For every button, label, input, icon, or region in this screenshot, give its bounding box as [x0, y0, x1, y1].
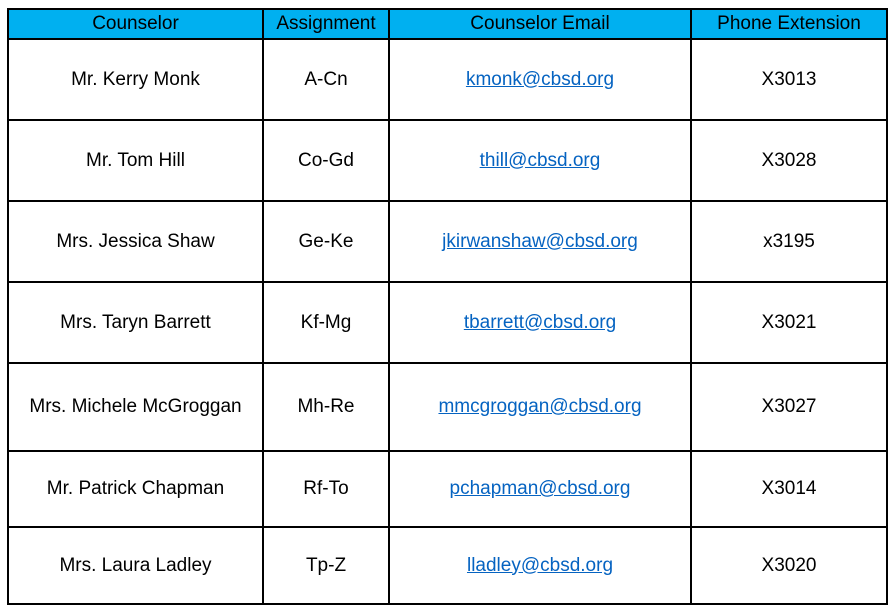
counselor-name: Mrs. Jessica Shaw: [8, 201, 263, 282]
table-row: [8, 282, 887, 363]
header-phone-extension: Phone Extension: [691, 9, 887, 39]
email-link[interactable]: mmcgroggan@cbsd.org: [438, 396, 642, 417]
email-link[interactable]: kmonk@cbsd.org: [465, 68, 615, 90]
email-link[interactable]: lladley@cbsd.org: [466, 554, 614, 576]
counselor-name: Mr. Kerry Monk: [8, 39, 263, 120]
email-cell: [389, 451, 691, 527]
assignment-range: Kf-Mg: [263, 282, 389, 363]
phone-extension: X3021: [691, 282, 887, 363]
counselor-name: Mrs. Michele McGroggan: [8, 363, 263, 451]
phone-extension: X3028: [691, 120, 887, 201]
counselor-name: Mr. Patrick Chapman: [8, 451, 263, 527]
email-cell: [389, 201, 691, 282]
email-cell: [389, 282, 691, 363]
phone-extension: X3014: [691, 451, 887, 527]
phone-extension: X3020: [691, 527, 887, 604]
counselor-table: [7, 8, 888, 605]
table-row: [8, 363, 887, 451]
email-cell: [389, 39, 691, 120]
email-link[interactable]: jkirwanshaw@cbsd.org: [442, 230, 638, 252]
phone-extension: x3195: [691, 201, 887, 282]
email-cell: [389, 120, 691, 201]
header-counselor-email: Counselor Email: [389, 9, 691, 39]
counselor-name: Mrs. Laura Ladley: [8, 527, 263, 604]
header-counselor: Counselor: [8, 9, 263, 39]
header-assignment: Assignment: [263, 9, 389, 39]
email-cell: [389, 363, 691, 451]
table-row: [8, 39, 887, 120]
table-row: [8, 201, 887, 282]
email-link[interactable]: tbarrett@cbsd.org: [463, 311, 617, 333]
phone-extension: X3027: [691, 363, 887, 451]
table-row: [8, 120, 887, 201]
email-link[interactable]: pchapman@cbsd.org: [449, 478, 631, 499]
email-link[interactable]: thill@cbsd.org: [479, 149, 601, 171]
counselor-table-container: [7, 8, 886, 605]
counselor-name: Mrs. Taryn Barrett: [8, 282, 263, 363]
table-row: [8, 527, 887, 604]
assignment-range: A-Cn: [263, 39, 389, 120]
assignment-range: Mh-Re: [263, 363, 389, 451]
counselor-name: Mr. Tom Hill: [8, 120, 263, 201]
assignment-range: Tp-Z: [263, 527, 389, 604]
table-header-row: [8, 9, 887, 39]
assignment-range: Ge-Ke: [263, 201, 389, 282]
assignment-range: Co-Gd: [263, 120, 389, 201]
email-cell: [389, 527, 691, 604]
assignment-range: Rf-To: [263, 451, 389, 527]
phone-extension: X3013: [691, 39, 887, 120]
table-row: [8, 451, 887, 527]
